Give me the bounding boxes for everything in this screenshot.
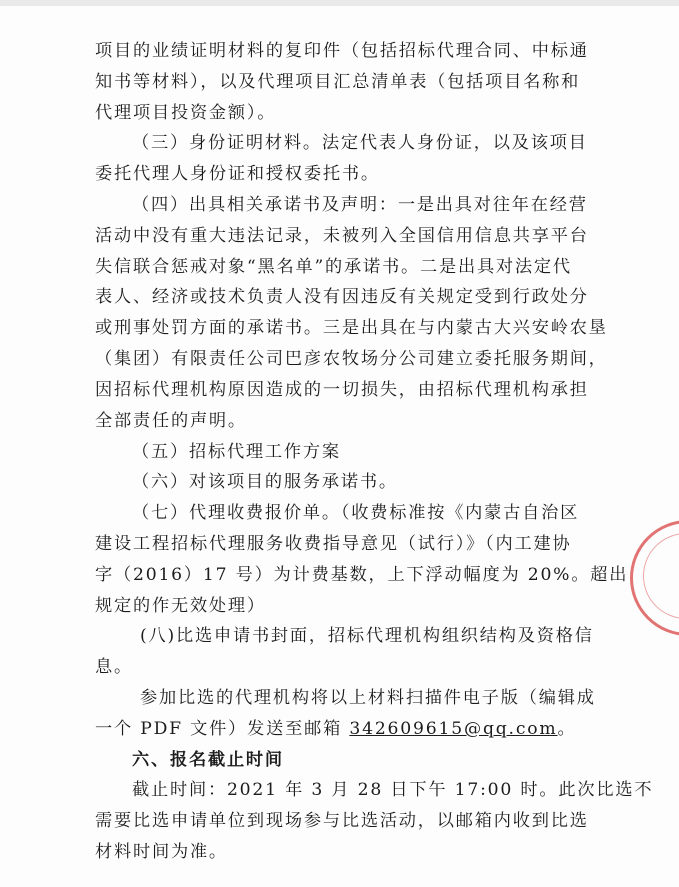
text-line: 建设工程招标代理服务收费指导意见（试行）》（内工建协 [95,534,572,554]
text-line: 因招标代理机构原因造成的一切损失，由招标代理机构承担 [95,380,589,400]
section-4-line: （四）出具相关承诺书及声明：一是出具对往年在经营 [132,195,588,215]
text-line: 或刑事处罚方面的承诺书。三是出具在与内蒙古大兴安岭农垦 [95,318,608,338]
text-line: 活动中没有重大违法记录，未被列入全国信用信息共享平台 [95,226,589,246]
text-line: 知书等材料），以及代理项目汇总清单表（包括项目名称和 [95,72,581,92]
text-line: 全部责任的声明。 [95,411,247,431]
text-line: 表人、经济或技术负责人没有因违反有关规定受到行政处分 [95,287,589,307]
text-line: （集团）有限责任公司巴彦农牧场分公司建立委托服务期间， [95,349,608,369]
text-line: 规定的作无效处理） [95,596,266,616]
section-8-line: (八)比选申请书封面，招标代理机构组织结构及资格信 [140,626,594,646]
text-line: 材料时间为准。 [95,842,228,862]
text-line: 息。 [95,657,133,677]
section-5-line: （五）招标代理工作方案 [132,442,341,462]
seal-inner-ring [643,533,679,619]
text-line: 失信联合惩戒对象“黑名单”的承诺书。二是出具对法定代 [95,257,572,277]
deadline-line: 截止时间：2021 年 3 月 28 日下午 17:00 时。此次比选不 [132,780,654,800]
text-line: 项目的业绩证明材料的复印件（包括招标代理合同、中标通 [95,41,589,61]
page-top-edge [0,0,679,6]
text-line: 委托代理人身份证和授权委托书。 [95,164,380,184]
text-span: 。 [557,719,577,739]
section-heading: 六、报名截止时间 [132,750,284,770]
official-seal [630,520,679,636]
section-6-line: （六）对该项目的服务承诺书。 [132,472,398,492]
text-line: 代理项目投资金额）。 [95,103,277,123]
email-link[interactable]: 342609615@qq.com [349,719,558,739]
submission-line: 参加比选的代理机构将以上材料扫描件电子版（编辑成 [140,688,596,708]
submission-line-2 [95,717,577,741]
section-7-line: （七）代理收费报价单。（收费标准按《内蒙古自治区 [132,503,580,523]
section-3-line: （三）身份证明材料。法定代表人身份证，以及该项目 [132,133,588,153]
text-line: 需要比选申请单位到现场参与比选活动，以邮箱内收到比选 [95,811,589,831]
text-line: 字（2016）17 号）为计费基数，上下浮动幅度为 20%。超出 [95,565,629,585]
text-span: 一个 PDF 文件）发送至邮箱 [95,719,350,739]
